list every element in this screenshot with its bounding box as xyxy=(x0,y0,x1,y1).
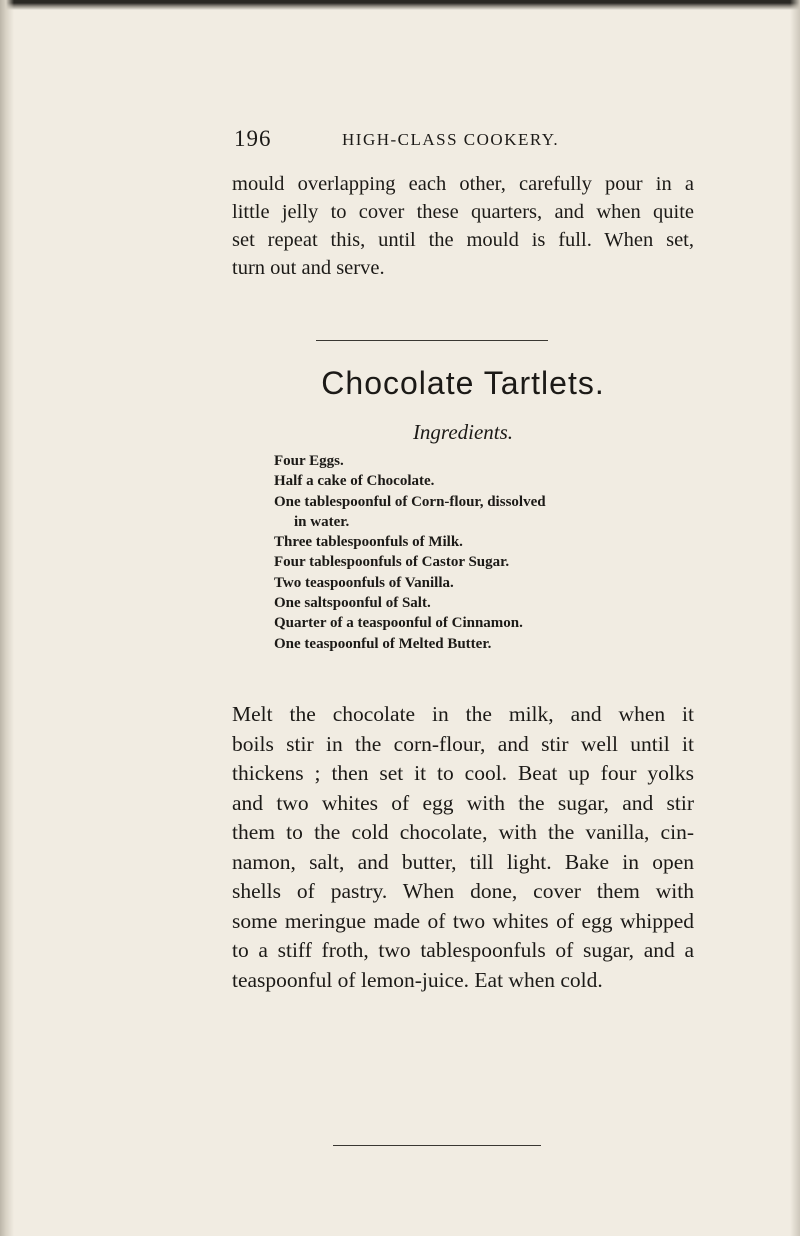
intro-paragraph xyxy=(232,170,694,282)
ingredients-list xyxy=(274,451,694,654)
ingredients-heading: Ingredients. xyxy=(412,420,514,444)
method-line: and two whites of egg with the sugar, and stir xyxy=(232,790,694,815)
method-line: namon, salt, and butter, till light. Bake in open xyxy=(232,849,694,874)
page-number: 196 xyxy=(234,126,272,151)
ingredient-item: Two teaspoonfuls of Vanilla. xyxy=(274,574,454,591)
ingredient-item: One saltspoonful of Salt. xyxy=(274,595,431,612)
ingredient-item-continuation: in water. xyxy=(294,513,350,530)
page-right-edge xyxy=(790,0,800,1236)
page-left-edge xyxy=(0,0,14,1236)
section-divider-top xyxy=(316,340,548,341)
ingredient-item: Four tablespoonfuls of Castor Sugar. xyxy=(274,554,510,571)
intro-line: set repeat this, until the mould is full. When set, xyxy=(232,229,694,251)
running-head-title: HIGH-CLASS COOKERY. xyxy=(342,130,560,149)
method-line: shells of pastry. When done, cover them with xyxy=(232,879,694,903)
ingredient-item: One tablespoonful of Corn-flour, dissolved xyxy=(274,493,546,510)
intro-line: turn out and serve. xyxy=(232,257,385,279)
recipe-title: Chocolate Tartlets. xyxy=(321,365,605,401)
ingredient-item: One teaspoonful of Melted Butter. xyxy=(274,635,492,652)
page-top-edge xyxy=(0,0,800,10)
method-paragraph xyxy=(232,700,694,995)
section-divider-bottom xyxy=(333,1145,541,1146)
intro-line: little jelly to cover these quarters, and when quite xyxy=(232,201,694,223)
method-line: Melt the chocolate in the milk, and when it xyxy=(232,702,694,726)
method-line: some meringue made of two whites of egg whipped xyxy=(232,908,694,933)
method-line: to a stiff froth, two tablespoonfuls of sugar, and a xyxy=(232,938,694,962)
ingredient-item: Quarter of a teaspoonful of Cinnamon. xyxy=(274,615,523,632)
ingredient-item: Four Eggs. xyxy=(274,453,344,469)
method-line: thickens ; then set it to cool. Beat up four yolks xyxy=(232,761,694,785)
ingredient-item: Half a cake of Chocolate. xyxy=(274,473,435,490)
method-line: them to the cold chocolate, with the vanilla, cin- xyxy=(232,820,694,844)
intro-line: mould overlapping each other, carefully pour in a xyxy=(232,173,694,195)
ingredient-item: Three tablespoonfuls of Milk. xyxy=(274,534,463,551)
method-line: teaspoonful of lemon-juice. Eat when cold. xyxy=(232,967,603,992)
method-line: boils stir in the corn-flour, and stir well until it xyxy=(232,731,694,756)
running-head xyxy=(234,126,654,158)
